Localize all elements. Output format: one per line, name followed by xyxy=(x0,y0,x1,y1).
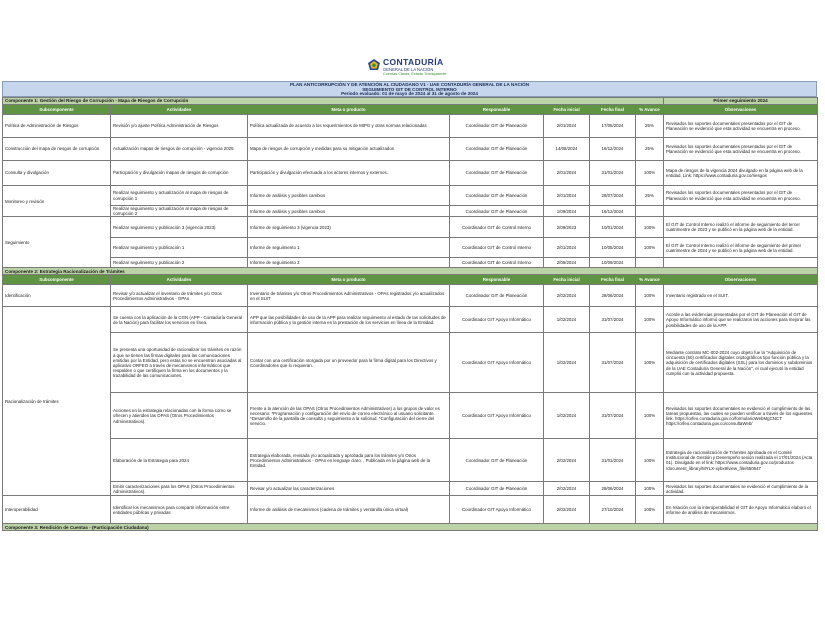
table-row xyxy=(3,393,818,439)
cell-fi: 14/08/2024 xyxy=(544,138,590,161)
cell-ff: 31/01/2024 xyxy=(590,161,636,186)
cell-act: Realizar seguimiento y publicación 1 xyxy=(111,238,248,258)
column-header-observaciones: Observaciones xyxy=(664,105,818,115)
table-row xyxy=(3,238,818,258)
cell-fi: 2/05/2024 xyxy=(544,258,590,268)
column-header-row xyxy=(3,105,818,115)
cell-av xyxy=(636,258,664,268)
cell-ff: 10/09/2024 xyxy=(590,258,636,268)
cell-resp: Coordinador GIT de Planeación xyxy=(450,206,544,217)
cell-subcomponente: Monitoreo y revisión xyxy=(3,186,111,217)
cell-obs: Revisados los soportes documentales presentados por el GIT de Planeación se evidenció que esta actividad se encuentra en proceso. xyxy=(664,186,818,206)
cell-av: 100% xyxy=(636,161,664,186)
cell-subcomponente: Consulta y divulgación xyxy=(3,161,111,186)
cell-act: Acciones en la estrategia relacionadas con la forma como se ofrecen y atienden las OPAS (Otros Procedimientos Administrativos). xyxy=(111,393,248,439)
cell-act: Revisión y/o ajuste Política Administración de Riesgos xyxy=(111,115,248,138)
cell-fi: 1/02/2024 xyxy=(544,393,590,439)
logo-title: CONTADURÍA xyxy=(383,57,444,67)
column-header-avance: % Avance xyxy=(636,105,664,115)
cell-meta: Informe de seguimiento 2 xyxy=(248,258,450,268)
cell-subcomponente: Interoperabilidad xyxy=(3,496,111,524)
cell-ff: 16/12/2024 xyxy=(590,206,636,217)
cell-av: 100% xyxy=(636,496,664,524)
table-row xyxy=(3,333,818,393)
cell-obs xyxy=(664,258,818,268)
cell-obs: Estrategia de racionalización de Trámites aprobada en el Comité Institucional de Gestión y Desempeño sesión realizada el 17/01/2024 (Acta 01). Divulgado en el link: https://www.contaduria.gov.co/productos /document_library/MYLX-xybx9/view_file/650547 xyxy=(664,439,818,482)
cell-obs: Revisados los soportes documentales se evidenció el cumplimiento de las tareas propuestas, las cuales se pueden verificar a través de los siguientes link. https://orfeo.contaduria.gov.co/formularioWebMgCNCT https://orfeo.contaduria.gov.co/consultaWeb/ xyxy=(664,393,818,439)
cell-obs: Mediante contrato MC-002-2024 cuyo objeto fue la "Adquisición de cincuenta (50) certificados digitales criptográficos tipo función pública y la adquisición de certificados digitales (SSL) para los dominios y subdominios de la UAE Contaduría General de la Nación", el cual ejecutó la entidad cumplió con la actividad propuesta. xyxy=(664,333,818,393)
cell-obs: Revisados los soportes documentales presentados por el GIT de Planeación se evidenció que esta actividad se encuentra en proceso. xyxy=(664,138,818,161)
cell-resp: Coordinador GIT de Planeación xyxy=(450,138,544,161)
cell-resp: Coordinador GIT de Control Interno xyxy=(450,217,544,238)
column-header-actividades: Actividades xyxy=(111,105,248,115)
cell-ff: 27/10/2024 xyxy=(590,496,636,524)
table-row xyxy=(3,115,818,138)
cell-resp: Coordinador GIT Apoyo Informático xyxy=(450,307,544,333)
component-label: Componente 3: Rendición de Cuentas - (Participación Ciudadana) xyxy=(3,524,818,531)
cell-ff: 10/05/2024 xyxy=(590,238,636,258)
cell-act: Actualización mapas de riesgos de corrupción - vigencia 2025 xyxy=(111,138,248,161)
cell-meta: Informe de análisis y posibles cambios xyxy=(248,206,450,217)
document-title-box xyxy=(2,81,817,97)
cell-meta: Informe de seguimiento 1 xyxy=(248,238,450,258)
column-header-actividades: Actividades xyxy=(111,275,248,285)
cell-subcomponente: Política de Administración de Riesgos xyxy=(3,115,111,138)
cell-ff: 31/01/2024 xyxy=(590,439,636,482)
cell-meta: Revisar y/o actualizar las caracterizaciones xyxy=(248,482,450,496)
cell-act: Revisar y/o actualizar el inventario de trámites y/o Otros Procedimientos Administrativos - OPAs xyxy=(111,285,248,307)
table-row xyxy=(3,258,818,268)
cell-ff: 31/07/2024 xyxy=(590,307,636,333)
title-line-1: PLAN ANTICORRUPCIÓN Y DE ATENCIÓN AL CIUDADANO V1 - UAE CONTADURÍA GENERAL DE LA NACIÓN xyxy=(289,82,530,87)
cell-ff: 28/06/2024 xyxy=(590,285,636,307)
logo-slogan: Cuentas Claras, Estado Transparente xyxy=(383,72,447,76)
cell-ff: 31/07/2024 xyxy=(590,333,636,393)
cell-fi: 2/01/2024 xyxy=(544,186,590,206)
column-header-fecha_inicial: Fecha inicial xyxy=(544,275,590,285)
table-row xyxy=(3,217,818,238)
component-row xyxy=(3,268,818,275)
table-row xyxy=(3,496,818,524)
cell-meta: Política actualizada de acuerdo a los requerimientos de MIPG y otras normas relacionadas xyxy=(248,115,450,138)
column-header-row xyxy=(3,275,818,285)
cell-resp: Coordinador GIT de Control Interno xyxy=(450,238,544,258)
cgn-emblem-icon xyxy=(367,58,381,72)
column-header-meta: Meta o producto xyxy=(248,105,450,115)
cell-act: Realizar seguimiento y publicación 3 (vigencia 2023) xyxy=(111,217,248,238)
column-header-responsable: Responsable xyxy=(450,105,544,115)
cell-ff: 10/01/2024 xyxy=(590,217,636,238)
cell-resp: Coordinador GIT de Control Interno xyxy=(450,258,544,268)
cell-fi: 2/01/2024 xyxy=(544,238,590,258)
component-label: Componente 2: Estrategia Racionalización de Trámites xyxy=(3,268,818,275)
table-row xyxy=(3,138,818,161)
column-header-observaciones: Observaciones xyxy=(664,275,818,285)
cell-meta: Frente a la atención de las OPAS (Otros Procedimientos Administrativos) a los grupos de valor es necesario: *Programación y configuración del envío de correo electrónico al usuario solicitante. *Desarrollo de la pantalla de consulta y seguimiento a la solicitud. *Configuración del cierre del servicio. xyxy=(248,393,450,439)
cell-fi: 1/09/2024 xyxy=(544,206,590,217)
cell-obs: El GIT de Control Interno realizó el informe de seguimiento del tercer cuatrimestre de 2023 y se publicó en la página web de la entidad. xyxy=(664,217,818,238)
cell-fi: 2/02/2024 xyxy=(544,496,590,524)
column-header-responsable: Responsable xyxy=(450,275,544,285)
table-row xyxy=(3,161,818,186)
cell-av: 100% xyxy=(636,285,664,307)
column-header-fecha_final: Fecha final xyxy=(590,275,636,285)
cell-subcomponente: Construcción del mapa de riesgos de corrupción xyxy=(3,138,111,161)
table-row xyxy=(3,186,818,206)
cell-av xyxy=(636,206,664,217)
cell-obs: Mapa de riesgos de la vigencia 2024 divulgado en la página web de la entidad. Link: https://www.contaduria.gov.co/riesgos xyxy=(664,161,818,186)
cell-subcomponente: Racionalización de trámites xyxy=(3,307,111,496)
cell-meta: Informe de análisis de mecanismos (cadena de trámites y ventanilla única virtual) xyxy=(248,496,450,524)
cell-resp: Coordinador GIT de Planeación xyxy=(450,115,544,138)
cell-obs: Revisados los soportes documentales presentados por el GIT de Planeación se evidenció que esta actividad se encuentra en proceso. xyxy=(664,115,818,138)
cell-fi: 1/02/2024 xyxy=(544,333,590,393)
plan-table xyxy=(2,97,818,531)
column-header-meta: Meta o producto xyxy=(248,275,450,285)
cell-resp: Coordinador GIT de Planeación xyxy=(450,186,544,206)
cell-meta: APP que las posibilidades de uso de la APP para realizar seguimiento al estado de las solicitudes de información pública y la gestión interna en la prestación de los servicios en línea de la Entidad. xyxy=(248,307,450,333)
cell-act: Se presenta una oportunidad de racionalizar los trámites en razón a que se tienen las firmas digitales para las comunicaciones emitidas por la Entidad, pero estas no se encuentran asociadas al aplicativo ORFEO a través de mecanismos informáticos que respalden o que certifiquen la firma en los documentos y la trazabilidad de las comunicaciones. xyxy=(111,333,248,393)
cell-subcomponente: Identificación xyxy=(3,285,111,307)
cell-av: 100% xyxy=(636,217,664,238)
cell-av: 100% xyxy=(636,482,664,496)
logo-subtitle: GENERAL DE LA NACIÓN xyxy=(383,67,434,72)
cell-act: Realizar seguimiento y publicación 2 xyxy=(111,258,248,268)
cell-obs: Acorde a las evidencias presentadas por el GIT de Planeación el GIT de Apoyo Informático informó que se realizaron las acciones para mejorar las posibilidades de uso de la APP. xyxy=(664,307,818,333)
cell-act: Emitir caracterizaciones para los OPAS (Otros Procedimientos Administrativos). xyxy=(111,482,248,496)
cell-act: Elaboración de la Estrategia para 2024 xyxy=(111,439,248,482)
cell-av: 100% xyxy=(636,439,664,482)
cell-resp: Coordinador GIT de Planeación xyxy=(450,439,544,482)
table-row xyxy=(3,439,818,482)
cell-av: 25% xyxy=(636,186,664,206)
cell-meta: Informe de análisis y posibles cambios xyxy=(248,186,450,206)
cell-obs: Revisados los soportes documentales se evidenció el cumplimiento de la actividad. xyxy=(664,482,818,496)
column-header-fecha_inicial: Fecha inicial xyxy=(544,105,590,115)
cell-fi: 2/01/2024 xyxy=(544,115,590,138)
cell-resp: Coordinador GIT de Planeación xyxy=(450,161,544,186)
cell-meta: Estrategia elaborada, revisada y/o actualizada y aprobada para los trámites y/o Otros Procedimientos Administrativos - OPAs en lenguaje claro. . Publicada en la página web de la Entidad. xyxy=(248,439,450,482)
table-row xyxy=(3,285,818,307)
cell-act: Se cuenta con la aplicación de la CGN (APP - Contaduría General de la Nación) para facilitar los servicios en línea. xyxy=(111,307,248,333)
cell-fi: 2/09/2023 xyxy=(544,217,590,238)
cell-meta: Contar con una certificación otorgada por un proveedor para la firma digital para los Directivos y Coordinadores que lo requieran. xyxy=(248,333,450,393)
cell-av: 100% xyxy=(636,238,664,258)
cell-meta: Inventario de trámites y/o Otros Procedimientos Administrativos - OPAs registrados y/o actualizados en el SUIT xyxy=(248,285,450,307)
cell-resp: Coordinador GIT Apoyo Informático xyxy=(450,333,544,393)
cell-obs: El GIT de Control Interno realizó el informe de seguimiento del primer cuatrimestre de 2024 y se publicó en la página web de la entidad. xyxy=(664,238,818,258)
cell-act: Participación y divulgación mapas de riesgos de corrupción xyxy=(111,161,248,186)
cell-resp: Coordinador GIT Apoyo Informático xyxy=(450,496,544,524)
cell-av: 100% xyxy=(636,307,664,333)
cell-av: 25% xyxy=(636,138,664,161)
title-line-3: Periodo evaluado: 01 de mayo de 2024 al 31 de agosto de 2024 xyxy=(341,91,478,97)
cell-av: 25% xyxy=(636,115,664,138)
cell-act: Realizar seguimiento y actualización al mapa de riesgos de corrupción 1 xyxy=(111,186,248,206)
cell-obs: En relación con la interoperabilidad el GIT de Apoyo Informático elaboró el informe de análisis de mecanismos. xyxy=(664,496,818,524)
cell-av: 100% xyxy=(636,333,664,393)
cell-ff: 16/12/2024 xyxy=(590,138,636,161)
cell-ff: 28/07/2024 xyxy=(590,186,636,206)
table-row xyxy=(3,482,818,496)
cell-subcomponente: Seguimiento xyxy=(3,217,111,268)
table-row xyxy=(3,307,818,333)
cell-resp: Coordinador GIT Apoyo Informático xyxy=(450,393,544,439)
cell-obs: Inventario registrado en el SUIT. xyxy=(664,285,818,307)
component-row xyxy=(3,98,818,105)
cell-av: 100% xyxy=(636,393,664,439)
column-header-avance: % Avance xyxy=(636,275,664,285)
seguimiento-label: Primer seguimiento 2024 xyxy=(664,98,818,105)
cell-ff: 31/07/2024 xyxy=(590,393,636,439)
cell-meta: Mapa de riesgos de corrupción y medidas para su mitigación actualizados xyxy=(248,138,450,161)
cell-meta: Participación y divulgación efectuada a los actores internos y externos. xyxy=(248,161,450,186)
cell-obs xyxy=(664,206,818,217)
cell-act: Realizar seguimiento y actualización al mapa de riesgos de corrupción 2 xyxy=(111,206,248,217)
table-row xyxy=(3,206,818,217)
cell-ff: 17/05/2024 xyxy=(590,115,636,138)
cell-fi: 2/02/2024 xyxy=(544,439,590,482)
cell-fi: 1/02/2024 xyxy=(544,307,590,333)
column-header-fecha_final: Fecha final xyxy=(590,105,636,115)
component-row xyxy=(3,524,818,531)
cell-fi: 2/02/2024 xyxy=(544,482,590,496)
cell-resp: Coordinador GIT de Planeación xyxy=(450,482,544,496)
column-header-subcomponente: Subcomponente xyxy=(3,105,111,115)
cell-resp: Coordinador GIT de Planeación xyxy=(450,285,544,307)
cell-fi: 2/01/2024 xyxy=(544,161,590,186)
cell-ff: 28/06/2024 xyxy=(590,482,636,496)
column-header-subcomponente: Subcomponente xyxy=(3,275,111,285)
cgn-logo xyxy=(367,57,477,79)
cell-act: Identificar los mecanismos para compartir información entre entidades públicas y privadas xyxy=(111,496,248,524)
component-label: Componente 1: Gestión del Riesgo de Corrupción - Mapa de Riesgos de Corrupción xyxy=(3,98,664,105)
cell-meta: Informe de seguimiento 3 (vigencia 2023) xyxy=(248,217,450,238)
cell-fi: 2/02/2024 xyxy=(544,285,590,307)
title-line-2: SEGUIMIENTO GIT DE CONTROL INTERNO xyxy=(362,86,457,92)
